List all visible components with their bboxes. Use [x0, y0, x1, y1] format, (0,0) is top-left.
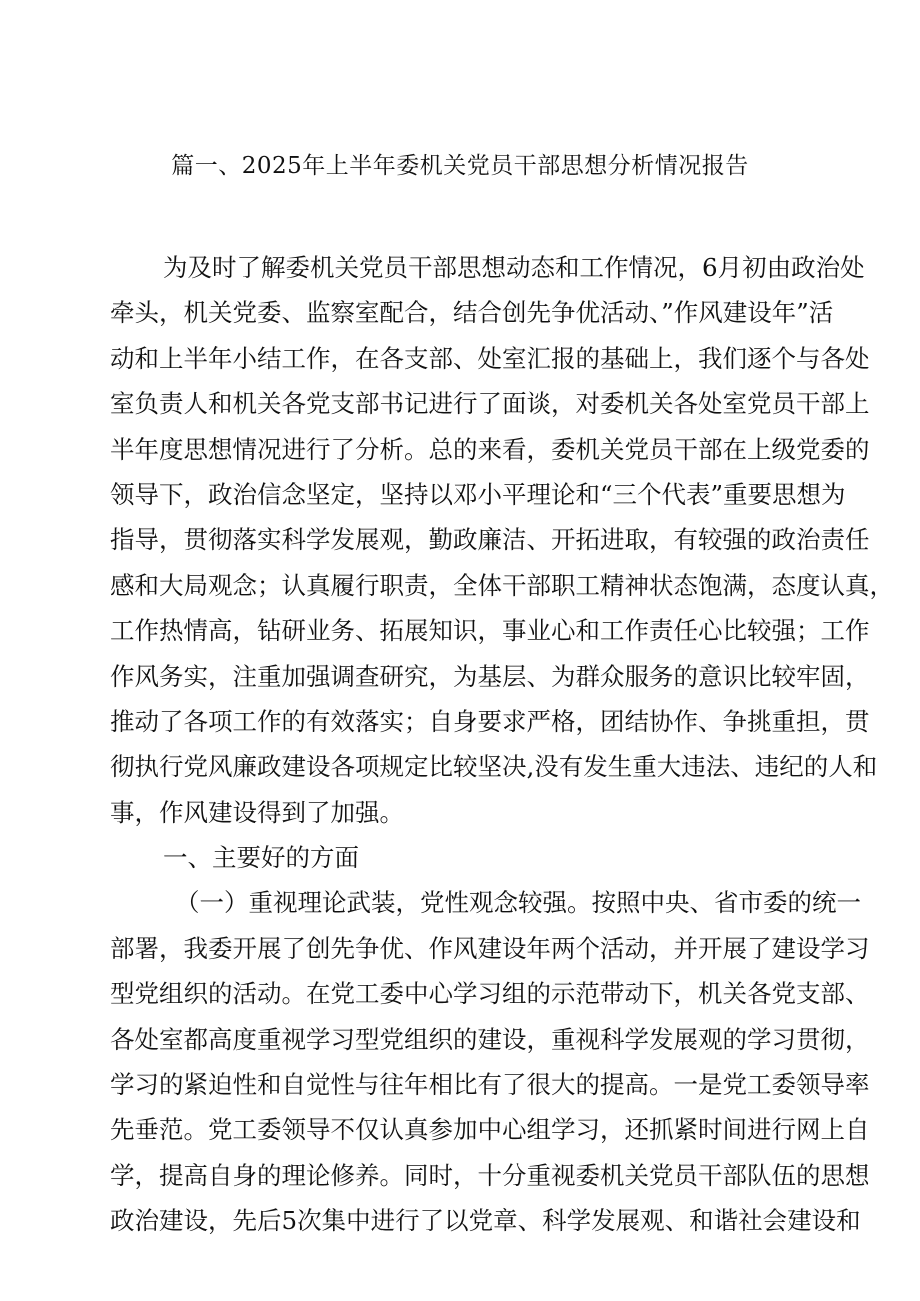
paragraph-line: 先垂范。党工委领导不仅认真参加中心组学习，还抓紧时间进行网上自	[110, 1115, 870, 1145]
paragraph-line: 彻执行党风廉政建设各项规定比较坚决,没有发生重大违法、违纪的人和	[110, 752, 878, 782]
paragraph-line: 作风务实，注重加强调查研究，为基层、为群众服务的意识比较牢固，	[110, 661, 870, 691]
paragraph-line: 室负责人和机关各党支部书记进行了面谈，对委机关各处室党员干部上	[110, 389, 870, 419]
paragraph-line: 学习的紧迫性和自觉性与往年相比有了很大的提高。一是党工委领导率	[110, 1070, 870, 1100]
document-body	[110, 245, 894, 1244]
paragraph-line: 型党组织的活动。在党工委中心学习组的示范带动下，机关各党支部、	[110, 979, 870, 1009]
paragraph-line: 牵头，机关党委、监察室配合，结合创先争优活动、”作风建设年”活	[110, 298, 834, 328]
paragraph-line: 指导，贯彻落实科学发展观，勤政廉洁、开拓进取，有较强的政治责任	[110, 525, 870, 555]
paragraph-line: 感和大局观念；认真履行职责，全体干部职工精神状态饱满，态度认真，	[110, 570, 894, 600]
paragraph-line: （一）重视理论武装，党性观念较强。按照中央、省市委的统一	[175, 888, 861, 918]
paragraph-line: 事，作风建设得到了加强。	[110, 797, 404, 827]
paragraph-line: 政治建设，先后5次集中进行了以党章、科学发展观、和谐社会建设和	[110, 1206, 861, 1236]
paragraph-line: 工作热情高，钻研业务、拓展知识，事业心和工作责任心比较强；工作	[110, 616, 870, 646]
paragraph-line: 推动了各项工作的有效落实；自身要求严格，团结协作、争挑重担，贯	[110, 706, 870, 736]
paragraph-line: 动和上半年小结工作，在各支部、处室汇报的基础上，我们逐个与各处	[110, 343, 870, 373]
section-heading: 一、主要好的方面	[163, 843, 359, 873]
paragraph-line: 部署，我委开展了创先争优、作风建设年两个活动，并开展了建设学习	[110, 933, 870, 963]
paragraph-line: 各处室都高度重视学习型党组织的建设，重视科学发展观的学习贯彻，	[110, 1024, 870, 1054]
paragraph-line: 半年度思想情况进行了分析。总的来看，委机关党员干部在上级党委的	[110, 434, 870, 464]
document-title: 篇一、2025年上半年委机关党员干部思想分析情况报告	[171, 153, 749, 179]
paragraph-line: 领导下，政治信念坚定，坚持以邓小平理论和“三个代表”重要思想为	[110, 479, 846, 509]
paragraph-line: 为及时了解委机关党员干部思想动态和工作情况，6月初由政治处	[163, 253, 865, 282]
paragraph-line: 学，提高自身的理论修养。同时，十分重视委机关党员干部队伍的思想	[110, 1160, 870, 1190]
